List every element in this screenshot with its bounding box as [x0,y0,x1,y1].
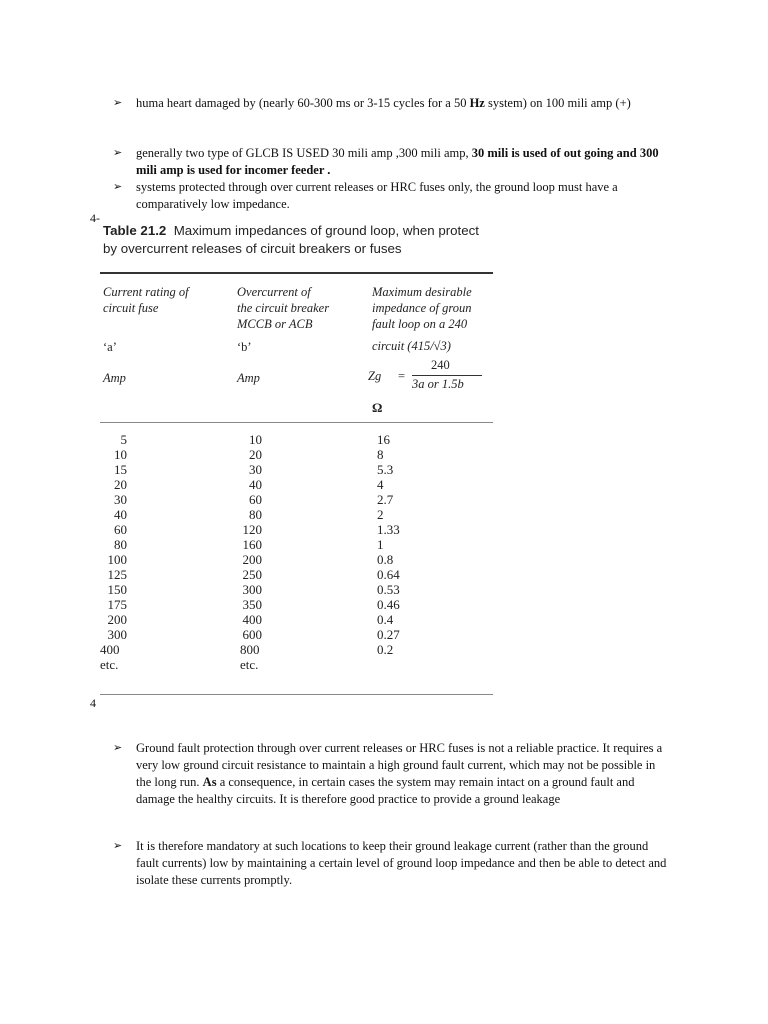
col1-header-line: circuit fuse [103,301,159,315]
fuse-rating-cell: 175 [107,597,127,612]
page-marker: 4 [90,696,96,710]
fuse-rating-cell: 300 [107,627,127,642]
text-segment: systems protected through over current releases or HRC fuses only, the ground loop must have a comparatively low impedance. [136,180,618,211]
text-segment: huma heart damaged by (nearly 60-300 ms or 3-15 cycles for a 50 [136,96,470,110]
breaker-overcurrent-cell: 400 [242,612,262,627]
impedance-cell: 0.2 [377,642,394,657]
col2-header-line: MCCB or ACB [237,317,313,331]
breaker-overcurrent-cell: 10 [249,432,262,447]
fuse-rating-cell: 5 [120,432,127,447]
arrow-bullet-icon: ➢ [113,97,123,109]
table-row [100,552,493,567]
impedance-cell: 0.53 [377,582,400,597]
bold-text-segment: Hz [469,96,485,110]
formula-numerator: 240 [431,358,450,372]
text-segment: generally two type of GLCB IS USED 30 mili amp ,300 mili amp, [136,146,472,160]
impedance-cell: 2.7 [377,492,394,507]
impedance-cell: 1 [377,537,384,552]
col1-header-line: Current rating of [103,285,189,299]
text-segment: a consequence, in certain cases the system may remain intact on a ground fault and damage the healthy circuits. It is therefore good practice to provide a ground leakage [136,775,635,806]
impedance-cell: 16 [377,432,390,447]
bold-text-segment: As [202,775,217,789]
bullet-text [136,145,673,179]
fuse-rating-cell: 125 [107,567,127,582]
col1-header [103,284,189,316]
col2-symbol: ‘b’ [237,340,252,354]
text-segment: Ground fault protection through over current releases or HRC fuses is not a reliable practice. It requires a very low ground circuit resistance to maintain a high ground fault current, which may not be possible in the long run. [136,741,663,789]
fuse-rating-cell: 80 [114,537,127,552]
bullet-ground-fault-protection [113,740,668,808]
table-row [100,612,493,627]
impedance-cell: 2 [377,507,384,522]
col3-header [372,284,472,354]
col3-header-line: Maximum desirable [372,285,472,299]
col2-unit: Amp [237,371,260,385]
impedance-cell: 0.27 [377,627,400,642]
breaker-overcurrent-cell: 600 [242,627,262,642]
impedance-cell: 0.8 [377,552,394,567]
col2-header-line: Overcurrent of [237,285,311,299]
table-header-rule [100,422,493,423]
breaker-overcurrent-cell: 40 [249,477,262,492]
table-row [100,537,493,552]
col3-header-line: impedance of groun [372,301,472,315]
bullet-heart-damage [113,95,673,112]
bullet-glcb-types [113,145,673,179]
col2-header-line: the circuit breaker [237,301,330,315]
impedance-cell: 5.3 [377,462,394,477]
arrow-bullet-icon: ➢ [113,147,123,159]
breaker-overcurrent-cell: 300 [242,582,262,597]
table-caption [103,222,493,258]
table-bottom-rule [100,694,493,695]
col3-header-line: fault loop on a 240 [372,317,468,331]
col1-symbol: ‘a’ [103,340,117,354]
arrow-bullet-icon: ➢ [113,742,123,754]
fuse-rating-cell: 60 [114,522,127,537]
breaker-overcurrent-cell: 60 [249,492,262,507]
breaker-overcurrent-cell: 350 [242,597,262,612]
bullet-ground-leakage-mandatory [113,838,668,889]
table-number: Table 21.2 [103,223,167,238]
impedance-cell: 0.4 [377,612,394,627]
impedance-cell: 0.46 [377,597,400,612]
impedance-cell: 8 [377,447,384,462]
fuse-rating-cell: 100 [107,552,127,567]
breaker-overcurrent-cell: 160 [242,537,262,552]
impedance-table [100,222,493,697]
breaker-overcurrent-cell: 800 etc. [240,642,260,672]
bullet-text [136,179,673,213]
fuse-rating-cell: 40 [114,507,127,522]
fuse-rating-cell: 15 [114,462,127,477]
page-marker: 4- [90,211,100,225]
bold-text-segment: 30 mili is used of out going and 300 mili amp is used for incomer feeder . [136,146,659,177]
table-row [100,507,493,522]
table-row [100,447,493,462]
caption-line-2: by overcurrent releases of circuit breakers or fuses [103,241,402,256]
text-segment: system) on 100 mili amp (+) [484,96,631,110]
bullet-low-impedance [113,179,673,213]
formula-denominator: 3a or 1.5b [412,377,464,391]
bullet-text [136,95,673,112]
fuse-rating-cell: 400 etc. [100,642,120,672]
impedance-cell: 0.64 [377,567,400,582]
fraction-bar [412,375,482,376]
col2-header [237,284,329,332]
impedance-cell: 4 [377,477,384,492]
breaker-overcurrent-cell: 120 [242,522,262,537]
fuse-rating-cell: 30 [114,492,127,507]
formula-equals: = [398,369,406,383]
table-row [100,522,493,537]
caption-line-1: Maximum impedances of ground loop, when protect [173,223,479,238]
col1-unit: Amp [103,371,126,385]
arrow-bullet-icon: ➢ [113,181,123,193]
breaker-overcurrent-cell: 80 [249,507,262,522]
text-segment: It is therefore mandatory at such locations to keep their ground leakage current (rather than the ground fault currents) low by maintaining a certain level of ground loop impedance and then be able to detect and isolate these currents promptly. [136,839,667,887]
fuse-rating-cell: 20 [114,477,127,492]
table-row [100,462,493,477]
bullet-text [136,740,668,808]
table-row [100,477,493,492]
table-row [100,492,493,507]
arrow-bullet-icon: ➢ [113,840,123,852]
table-row [100,432,493,447]
fuse-rating-cell: 150 [107,582,127,597]
col3-unit: Ω [372,400,383,415]
fuse-rating-cell: 10 [114,447,127,462]
breaker-overcurrent-cell: 30 [249,462,262,477]
table-row [100,642,493,672]
table-body [100,432,493,672]
bullet-text [136,838,668,889]
table-top-rule [100,272,493,274]
breaker-overcurrent-cell: 20 [249,447,262,462]
table-row [100,567,493,582]
formula-lhs: Zg [368,369,382,383]
table-row [100,597,493,612]
table-row [100,627,493,642]
breaker-overcurrent-cell: 200 [242,552,262,567]
table-row [100,582,493,597]
col3-header-line: circuit (415/√3) [372,339,451,353]
fuse-rating-cell: 200 [107,612,127,627]
breaker-overcurrent-cell: 250 [242,567,262,582]
impedance-cell: 1.33 [377,522,400,537]
